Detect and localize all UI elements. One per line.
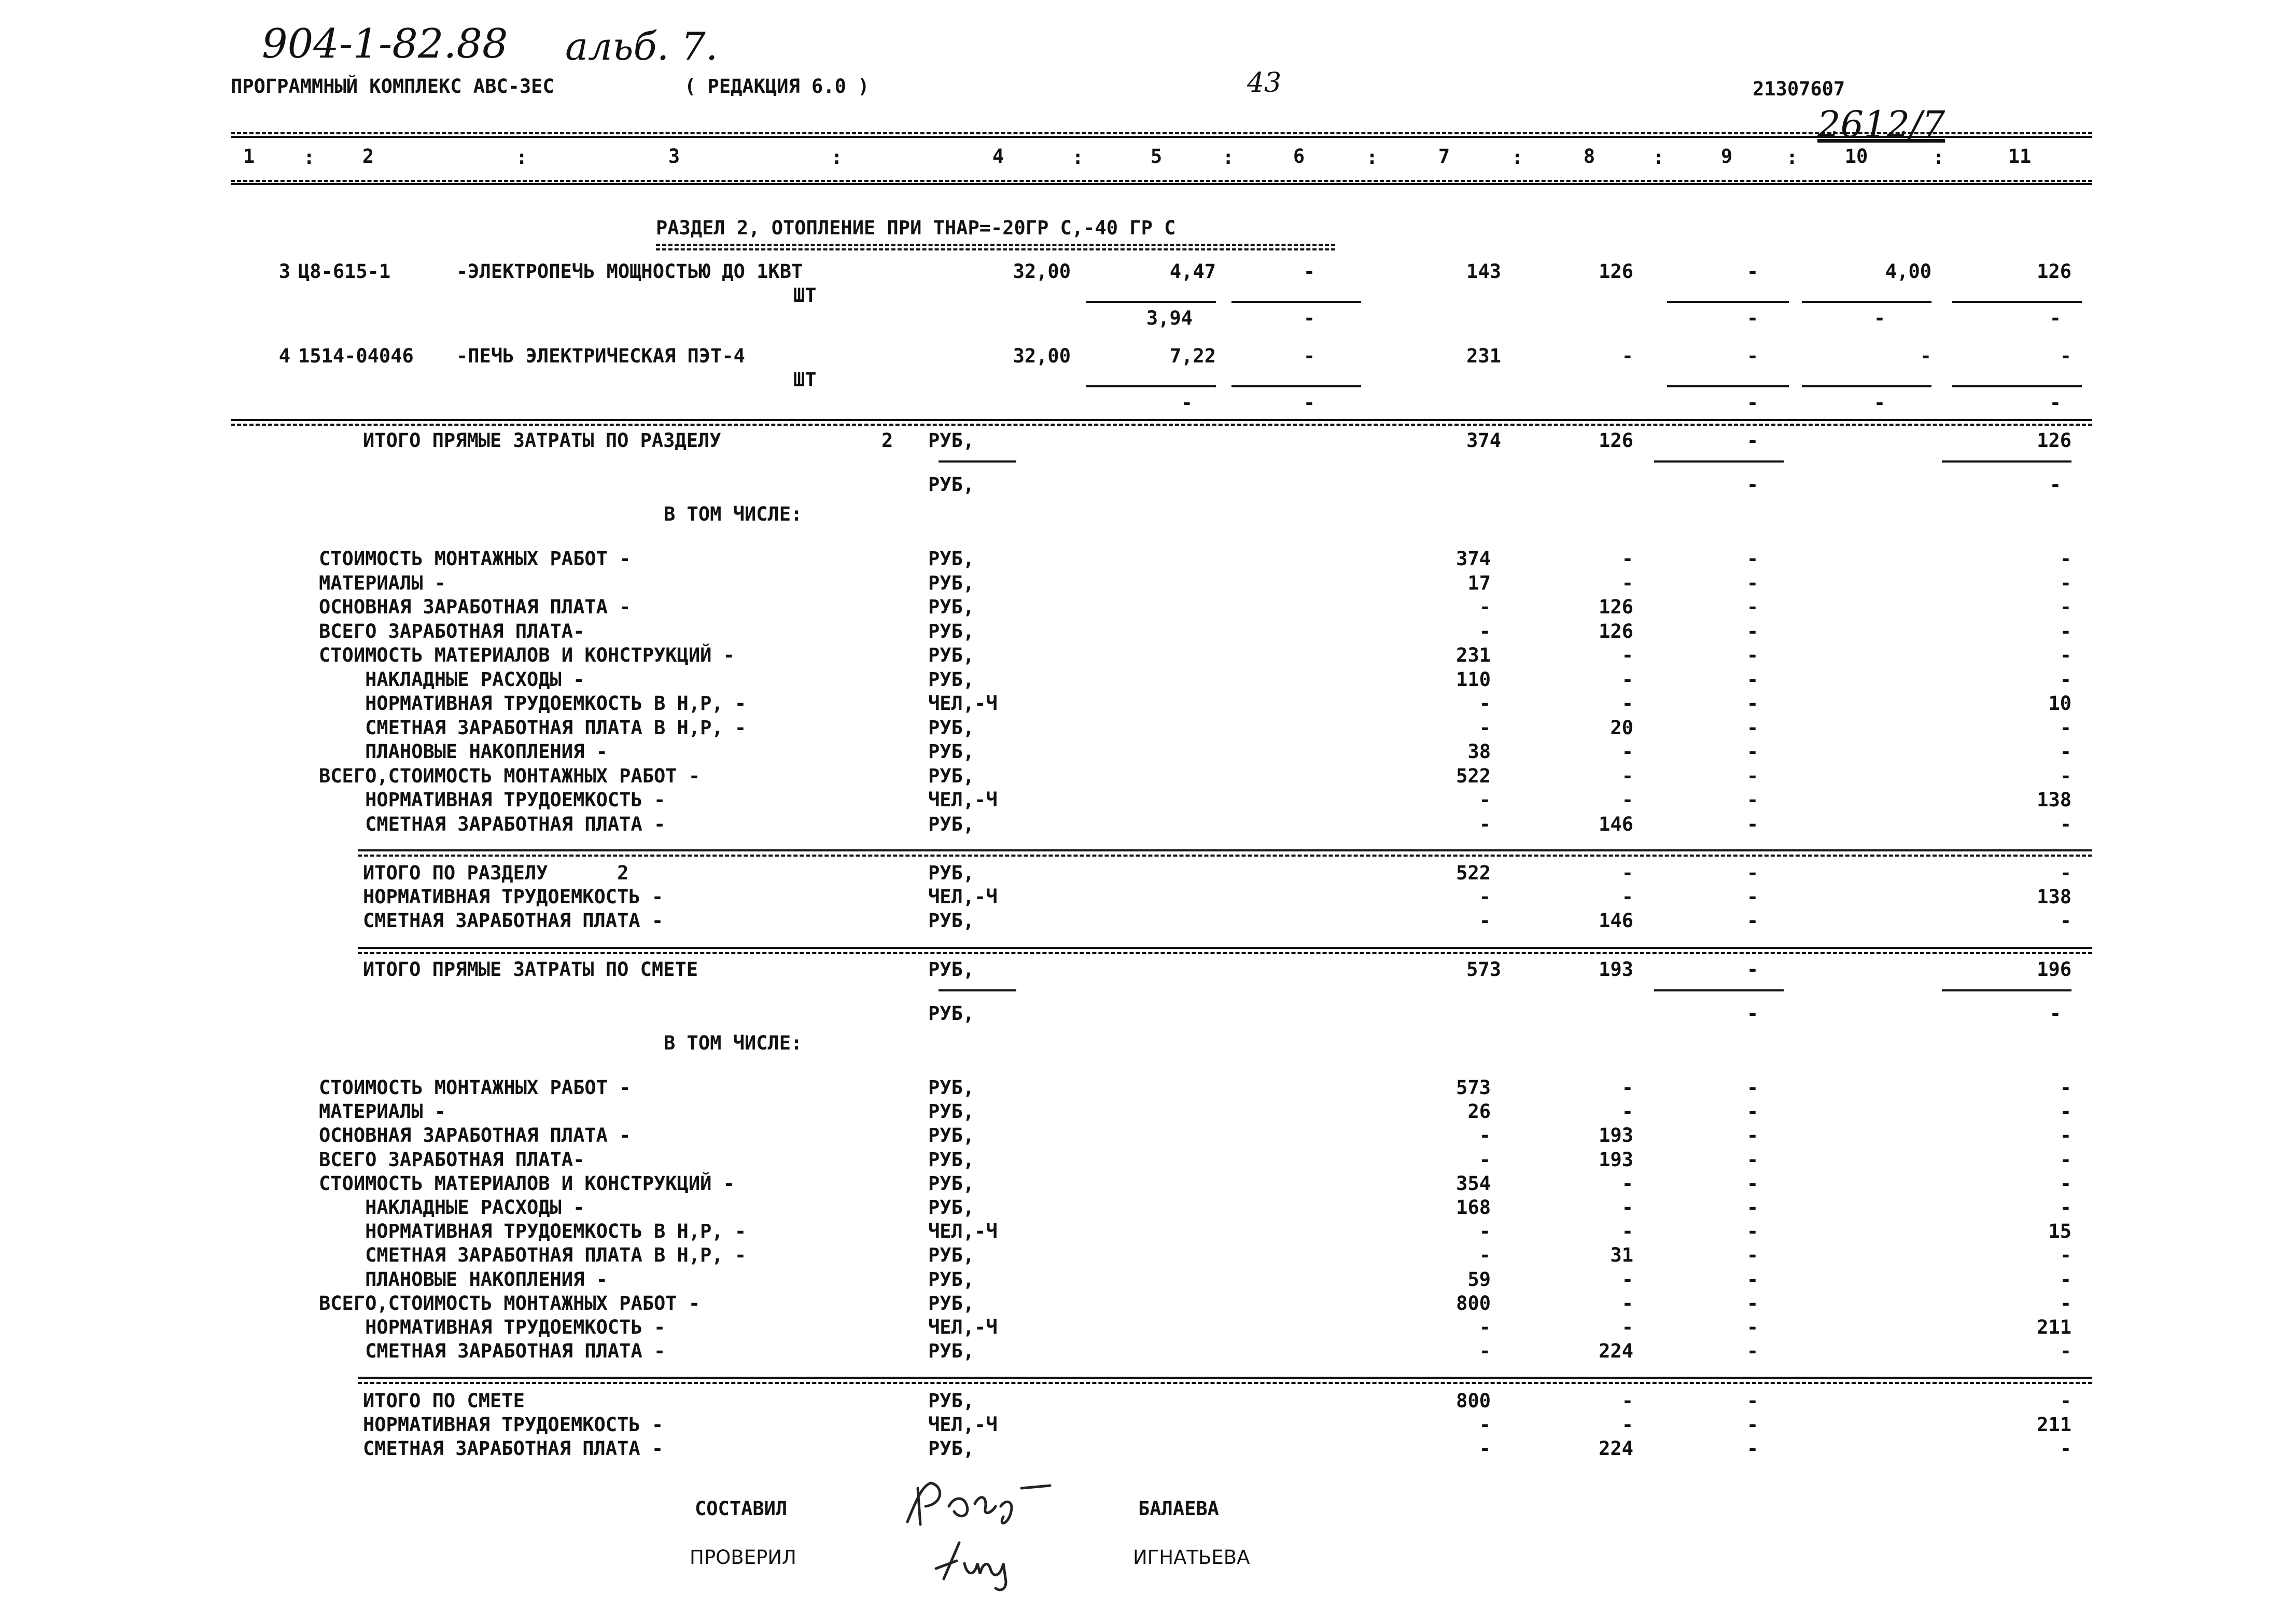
breakdown-c9: - — [1746, 1340, 1759, 1363]
breakdown-c7: - — [1479, 1316, 1491, 1338]
breakdown-c11: - — [2060, 1076, 2071, 1099]
breakdown-label: НОРМАТИВНАЯ ТРУДОЕМКОСТЬ В Н,Р, - — [319, 1220, 747, 1243]
breakdown-c7: - — [1479, 789, 1491, 811]
breakdown-c9: - — [1746, 1414, 1759, 1436]
item-c5b: - — [1181, 391, 1193, 414]
breakdown-c9: - — [1746, 596, 1759, 618]
breakdown-c8: - — [1621, 1076, 1633, 1099]
breakdown-c7: - — [1479, 813, 1491, 835]
section-title: РАЗДЕЛ 2, ОТОПЛЕНИЕ ПРИ ТНАР=-20ГР С,-40 ГР С — [656, 217, 1176, 239]
column-number: 10 — [1844, 145, 1868, 167]
breakdown-unit: РУБ, — [928, 668, 975, 691]
breakdown-c7: 26 — [1467, 1100, 1491, 1123]
breakdown-c11: 138 — [2037, 789, 2071, 811]
column-number: 3 — [668, 145, 680, 167]
breakdown-c9: - — [1746, 1220, 1759, 1243]
breakdown-c11: - — [2060, 910, 2071, 932]
total-rule — [1654, 989, 1784, 991]
total-c8: 126 — [1599, 429, 1633, 452]
breakdown-label: НОРМАТИВНАЯ ТРУДОЕМКОСТЬ - — [363, 1414, 664, 1436]
breakdown-unit: РУБ, — [928, 813, 975, 835]
column-separator: : — [303, 146, 315, 169]
column-number: 8 — [1583, 145, 1595, 167]
breakdown-c9: - — [1746, 862, 1759, 884]
breakdown-label: ВСЕГО ЗАРАБОТНАЯ ПЛАТА- — [319, 620, 585, 642]
total-c11: 126 — [2037, 429, 2071, 452]
breakdown-c7: - — [1479, 1414, 1491, 1436]
total-unit: РУБ, — [928, 429, 975, 452]
breakdown-c11: - — [2060, 596, 2071, 618]
breakdown-c7: - — [1479, 1148, 1491, 1171]
item-c10: 4,00 — [1885, 260, 1931, 283]
item-rule — [1086, 301, 1216, 303]
breakdown-unit: ЧЕЛ,-Ч — [928, 1220, 998, 1243]
breakdown-label: СМЕТНАЯ ЗАРАБОТНАЯ ПЛАТА - — [319, 813, 666, 835]
breakdown-label: СТОИМОСТЬ МАТЕРИАЛОВ И КОНСТРУКЦИЙ - — [319, 644, 735, 666]
breakdown-c8: - — [1621, 644, 1633, 666]
item-c11: - — [2060, 345, 2071, 367]
breakdown-1-rule — [358, 849, 2092, 851]
item-c6: - — [1303, 345, 1315, 367]
summary-1-rule-dash — [358, 952, 2092, 954]
breakdown-label: СМЕТНАЯ ЗАРАБОТНАЯ ПЛАТА В Н,Р, - — [319, 716, 747, 739]
breakdown-c9: - — [1746, 886, 1759, 908]
breakdown-c11: - — [2060, 1124, 2071, 1147]
item-c10b: - — [1873, 391, 1886, 414]
breakdown-c7: - — [1479, 692, 1491, 715]
breakdown-c7: 231 — [1456, 644, 1491, 666]
breakdown-unit: РУБ, — [928, 1292, 975, 1314]
column-separator: : — [1933, 146, 1944, 169]
header-rule-top — [231, 132, 2092, 134]
item-rule — [1802, 385, 1931, 387]
breakdown-c8: 224 — [1599, 1437, 1633, 1460]
breakdown-c7: 800 — [1456, 1292, 1491, 1314]
breakdown-label: НОРМАТИВНАЯ ТРУДОЕМКОСТЬ - — [363, 886, 664, 908]
item-c11b: - — [2049, 391, 2061, 414]
breakdown-c11: - — [2060, 1340, 2071, 1363]
breakdown-unit: ЧЕЛ,-Ч — [928, 1414, 998, 1436]
breakdown-c11: - — [2060, 571, 2071, 594]
breakdown-c7: 522 — [1456, 862, 1491, 884]
column-separator: : — [1366, 146, 1378, 169]
breakdown-unit: ЧЕЛ,-Ч — [928, 1316, 998, 1338]
breakdown-c7: 800 — [1456, 1390, 1491, 1412]
column-number: 2 — [362, 145, 374, 167]
breakdown-label: СМЕТНАЯ ЗАРАБОТНАЯ ПЛАТА - — [319, 1340, 666, 1363]
breakdown-c8: 20 — [1610, 716, 1633, 739]
breakdown-c11: - — [2060, 1100, 2071, 1123]
column-number: 1 — [243, 145, 255, 167]
item-name: -ПЕЧЬ ЭЛЕКТРИЧЕСКАЯ ПЭТ-4 — [456, 345, 745, 367]
breakdown-c9: - — [1746, 716, 1759, 739]
breakdown-c11: - — [2060, 716, 2071, 739]
breakdown-label: СТОИМОСТЬ МАТЕРИАЛОВ И КОНСТРУКЦИЙ - — [319, 1172, 735, 1195]
breakdown-c8: - — [1621, 1100, 1633, 1123]
breakdown-unit: ЧЕЛ,-Ч — [928, 886, 998, 908]
breakdown-2-rule — [358, 1377, 2092, 1379]
breakdown-unit: РУБ, — [928, 620, 975, 642]
breakdown-c8: - — [1621, 1172, 1633, 1195]
item-c9b: - — [1746, 307, 1759, 329]
breakdown-unit: РУБ, — [928, 764, 975, 787]
breakdown-label: НАКЛАДНЫЕ РАСХОДЫ - — [319, 668, 585, 691]
section-title-underline — [656, 244, 1335, 250]
breakdown-c8: 193 — [1599, 1124, 1633, 1147]
handwritten-code: 904-1-82.88 — [262, 21, 508, 67]
breakdown-label: СМЕТНАЯ ЗАРАБОТНАЯ ПЛАТА - — [363, 910, 664, 932]
breakdown-unit: РУБ, — [928, 571, 975, 594]
breakdown-c11: - — [2060, 1390, 2071, 1412]
breakdown-c7: 110 — [1456, 668, 1491, 691]
total-label: ИТОГО ПРЯМЫЕ ЗАТРАТЫ ПО РАЗДЕЛУ — [363, 429, 721, 452]
breakdown-c11: - — [2060, 1292, 2071, 1314]
breakdown-c11: - — [2060, 620, 2071, 642]
breakdown-c7: 17 — [1467, 571, 1491, 594]
breakdown-c11: - — [2060, 862, 2071, 884]
breakdown-c9: - — [1746, 668, 1759, 691]
breakdown-c7: 354 — [1456, 1172, 1491, 1195]
breakdown-c9: - — [1746, 764, 1759, 787]
breakdown-c8: - — [1621, 1390, 1633, 1412]
column-separator: : — [1786, 146, 1798, 169]
item-c6b: - — [1303, 391, 1315, 414]
total-c9b: - — [1746, 1002, 1759, 1025]
breakdown-c8: - — [1621, 668, 1633, 691]
total-c9: - — [1746, 958, 1759, 981]
breakdown-label: ОСНОВНАЯ ЗАРАБОТНАЯ ПЛАТА - — [319, 596, 631, 618]
total-c11b: - — [2049, 473, 2061, 496]
breakdown-c9: - — [1746, 1076, 1759, 1099]
breakdown-unit: РУБ, — [928, 1437, 975, 1460]
breakdown-c9: - — [1746, 571, 1759, 594]
total-c11b: - — [2049, 1002, 2061, 1025]
breakdown-label: МАТЕРИАЛЫ - — [319, 571, 446, 594]
breakdown-c8: - — [1621, 1414, 1633, 1436]
breakdown-unit: РУБ, — [928, 716, 975, 739]
breakdown-c7: 573 — [1456, 1076, 1491, 1099]
breakdown-label: СТОИМОСТЬ МОНТАЖНЫХ РАБОТ - — [319, 548, 631, 570]
item-rule — [1802, 301, 1931, 303]
breakdown-label: НОРМАТИВНАЯ ТРУДОЕМКОСТЬ В Н,Р, - — [319, 692, 747, 715]
item-c10: - — [1920, 345, 1931, 367]
item-c6: - — [1303, 260, 1315, 283]
breakdown-c8: - — [1621, 789, 1633, 811]
breakdown-c7: 374 — [1456, 548, 1491, 570]
total-c9: - — [1746, 429, 1759, 452]
breakdown-c11: - — [2060, 1268, 2071, 1291]
item-c7: 143 — [1466, 260, 1501, 283]
breakdown-c11: - — [2060, 644, 2071, 666]
breakdown-c11: - — [2060, 1196, 2071, 1219]
column-number: 11 — [2008, 145, 2032, 167]
breakdown-c9: - — [1746, 1390, 1759, 1412]
breakdown-c8: 31 — [1610, 1244, 1633, 1267]
checked-signature — [928, 1532, 1073, 1594]
header-rule-bottom-solid — [231, 183, 2092, 185]
breakdown-c7: 522 — [1456, 764, 1491, 787]
compiled-label: СОСТАВИЛ — [695, 1498, 788, 1520]
program-line: ПРОГРАММНЫЙ КОМПЛЕКС АВС-3ЕС — [231, 75, 554, 97]
total-unit-2: РУБ, — [928, 1002, 975, 1025]
breakdown-c8: - — [1621, 571, 1633, 594]
section-rule — [231, 419, 2092, 421]
breakdown-unit: РУБ, — [928, 1196, 975, 1219]
breakdown-c9: - — [1746, 789, 1759, 811]
breakdown-c9: - — [1746, 1268, 1759, 1291]
breakdown-c7: - — [1479, 596, 1491, 618]
breakdown-label: ВСЕГО ЗАРАБОТНАЯ ПЛАТА- — [319, 1148, 585, 1171]
item-code: Ц8-615-1 — [298, 260, 391, 283]
breakdown-label: ИТОГО ПО РАЗДЕЛУ 2 — [363, 862, 629, 884]
breakdown-c9: - — [1746, 692, 1759, 715]
item-rule — [1952, 301, 2082, 303]
item-c9: - — [1746, 345, 1759, 367]
breakdown-c7: 168 — [1456, 1196, 1491, 1219]
total-c7: 374 — [1466, 429, 1501, 452]
page-number: 43 — [1247, 67, 1282, 99]
breakdown-c11: 10 — [2048, 692, 2071, 715]
compiled-signature — [902, 1475, 1089, 1537]
breakdown-c7: 59 — [1467, 1268, 1491, 1291]
doc-number: 21307607 — [1753, 78, 1845, 100]
item-qty: 32,00 — [1013, 260, 1071, 283]
breakdown-c9: - — [1746, 1244, 1759, 1267]
breakdown-unit: РУБ, — [928, 596, 975, 618]
breakdown-unit: РУБ, — [928, 740, 975, 763]
breakdown-c8: - — [1621, 764, 1633, 787]
breakdown-c9: - — [1746, 1196, 1759, 1219]
breakdown-c9: - — [1746, 620, 1759, 642]
breakdown-c9: - — [1746, 1292, 1759, 1314]
checked-name: ИГНАТЬЕВА — [1133, 1546, 1250, 1569]
breakdown-label: НОРМАТИВНАЯ ТРУДОЕМКОСТЬ - — [319, 1316, 666, 1338]
breakdown-c11: 138 — [2037, 886, 2071, 908]
handwritten-album: альб. 7. — [565, 24, 718, 69]
item-c11b: - — [2049, 307, 2061, 329]
item-rule — [1952, 385, 2082, 387]
breakdown-unit: РУБ, — [928, 1390, 975, 1412]
item-unit: ШТ — [793, 369, 817, 391]
breakdown-label: СМЕТНАЯ ЗАРАБОТНАЯ ПЛАТА В Н,Р, - — [319, 1244, 747, 1267]
header-rule-top-solid — [231, 136, 2092, 138]
breakdown-c7: - — [1479, 1220, 1491, 1243]
item-c5b: 3,94 — [1146, 307, 1193, 329]
breakdown-c8: 126 — [1599, 620, 1633, 642]
header-rule-bottom — [231, 180, 2092, 182]
breakdown-unit: РУБ, — [928, 1076, 975, 1099]
breakdown-unit: РУБ, — [928, 1172, 975, 1195]
breakdown-c8: - — [1621, 1316, 1633, 1338]
breakdown-c8: 126 — [1599, 596, 1633, 618]
breakdown-c7: - — [1479, 1340, 1491, 1363]
breakdown-c8: 146 — [1599, 910, 1633, 932]
breakdown-label: ВСЕГО,СТОИМОСТЬ МОНТАЖНЫХ РАБОТ - — [319, 764, 701, 787]
edition-label: ( РЕДАКЦИЯ 6.0 ) — [684, 75, 870, 97]
breakdown-c7: - — [1479, 1244, 1491, 1267]
breakdown-c11: - — [2060, 668, 2071, 691]
breakdown-unit: РУБ, — [928, 910, 975, 932]
breakdown-label: СМЕТНАЯ ЗАРАБОТНАЯ ПЛАТА - — [363, 1437, 664, 1460]
column-separator: : — [516, 146, 528, 169]
breakdown-c7: - — [1479, 1124, 1491, 1147]
column-number: 9 — [1720, 145, 1733, 167]
breakdown-c11: - — [2060, 548, 2071, 570]
item-rule — [1667, 385, 1789, 387]
breakdown-c7: - — [1479, 620, 1491, 642]
total-rule — [1942, 989, 2071, 991]
breakdown-c8: 146 — [1599, 813, 1633, 835]
breakdown-c11: 211 — [2037, 1316, 2071, 1338]
item-name: -ЭЛЕКТРОПЕЧЬ МОЩНОСТЬЮ ДО 1КВТ — [456, 260, 803, 283]
breakdown-c9: - — [1746, 644, 1759, 666]
item-c8: - — [1621, 345, 1633, 367]
breakdown-c9: - — [1746, 1124, 1759, 1147]
breakdown-c11: 211 — [2037, 1414, 2071, 1436]
breakdown-c7: 38 — [1467, 740, 1491, 763]
breakdown-unit: РУБ, — [928, 862, 975, 884]
item-unit: ШТ — [793, 284, 817, 306]
breakdown-label: ВСЕГО,СТОИМОСТЬ МОНТАЖНЫХ РАБОТ - — [319, 1292, 701, 1314]
breakdown-label: ИТОГО ПО СМЕТЕ — [363, 1390, 525, 1412]
breakdown-c7: - — [1479, 716, 1491, 739]
column-separator: : — [1222, 146, 1234, 169]
total-rule — [939, 460, 1016, 463]
breakdown-c11: - — [2060, 740, 2071, 763]
item-c6b: - — [1303, 307, 1315, 329]
breakdown-c9: - — [1746, 1148, 1759, 1171]
column-separator: : — [831, 146, 843, 169]
in-that-label-1: В ТОМ ЧИСЛЕ: — [664, 503, 803, 525]
in-that-label-2: В ТОМ ЧИСЛЕ: — [664, 1032, 803, 1054]
breakdown-c8: - — [1621, 692, 1633, 715]
breakdown-unit: РУБ, — [928, 1340, 975, 1363]
breakdown-c8: 224 — [1599, 1340, 1633, 1363]
checked-label: ПРОВЕРИЛ — [690, 1546, 796, 1569]
breakdown-c9: - — [1746, 548, 1759, 570]
total-unit: РУБ, — [928, 958, 975, 981]
item-c9b: - — [1746, 391, 1759, 414]
breakdown-c9: - — [1746, 1316, 1759, 1338]
breakdown-c9: - — [1746, 1172, 1759, 1195]
column-separator: : — [1653, 146, 1664, 169]
summary-1-rule — [358, 947, 2092, 949]
handwritten-ref: 2612/7 — [1817, 103, 1945, 146]
breakdown-c7: - — [1479, 910, 1491, 932]
breakdown-c8: - — [1621, 1196, 1633, 1219]
total-section-num: 2 — [881, 429, 893, 452]
breakdown-unit: ЧЕЛ,-Ч — [928, 789, 998, 811]
breakdown-c11: - — [2060, 1172, 2071, 1195]
column-number: 4 — [992, 145, 1004, 167]
breakdown-c8: - — [1621, 1268, 1633, 1291]
item-rule — [1231, 301, 1361, 303]
item-rule — [1667, 301, 1789, 303]
item-c5: 4,47 — [1169, 260, 1216, 283]
breakdown-unit: РУБ, — [928, 1244, 975, 1267]
breakdown-unit: РУБ, — [928, 1124, 975, 1147]
breakdown-c7: - — [1479, 1437, 1491, 1460]
breakdown-label: СТОИМОСТЬ МОНТАЖНЫХ РАБОТ - — [319, 1076, 631, 1099]
item-c11: 126 — [2037, 260, 2071, 283]
column-number: 5 — [1150, 145, 1163, 167]
breakdown-unit: РУБ, — [928, 1100, 975, 1123]
breakdown-label: НАКЛАДНЫЕ РАСХОДЫ - — [319, 1196, 585, 1219]
item-code: 1514-04046 — [298, 345, 414, 367]
breakdown-unit: РУБ, — [928, 548, 975, 570]
breakdown-1-rule-dash — [358, 855, 2092, 857]
breakdown-c9: - — [1746, 910, 1759, 932]
breakdown-c11: - — [2060, 1244, 2071, 1267]
breakdown-c8: - — [1621, 1292, 1633, 1314]
column-number: 7 — [1438, 145, 1450, 167]
breakdown-c11: - — [2060, 813, 2071, 835]
breakdown-c8: 193 — [1599, 1148, 1633, 1171]
breakdown-label: ПЛАНОВЫЕ НАКОПЛЕНИЯ - — [319, 740, 608, 763]
total-c7: 573 — [1466, 958, 1501, 981]
item-c9: - — [1746, 260, 1759, 283]
item-c8: 126 — [1599, 260, 1633, 283]
column-separator: : — [1072, 146, 1084, 169]
column-separator: : — [1511, 146, 1523, 169]
breakdown-label: ПЛАНОВЫЕ НАКОПЛЕНИЯ - — [319, 1268, 608, 1291]
breakdown-c11: - — [2060, 1437, 2071, 1460]
total-rule — [939, 989, 1016, 991]
item-rule — [1086, 385, 1216, 387]
total-c11: 196 — [2037, 958, 2071, 981]
breakdown-unit: РУБ, — [928, 644, 975, 666]
breakdown-c8: - — [1621, 862, 1633, 884]
total-rule — [1654, 460, 1784, 463]
breakdown-c11: - — [2060, 1148, 2071, 1171]
total-c9b: - — [1746, 473, 1759, 496]
total-label: ИТОГО ПРЯМЫЕ ЗАТРАТЫ ПО СМЕТЕ — [363, 958, 698, 981]
item-c7: 231 — [1466, 345, 1501, 367]
total-c8: 193 — [1599, 958, 1633, 981]
total-rule — [1942, 460, 2071, 463]
section-rule-dash — [231, 424, 2092, 426]
breakdown-unit: РУБ, — [928, 1148, 975, 1171]
breakdown-2-rule-dash — [358, 1382, 2092, 1384]
breakdown-c8: - — [1621, 886, 1633, 908]
breakdown-unit: ЧЕЛ,-Ч — [928, 692, 998, 715]
breakdown-c9: - — [1746, 740, 1759, 763]
item-c10b: - — [1873, 307, 1886, 329]
item-qty: 32,00 — [1013, 345, 1071, 367]
breakdown-c8: - — [1621, 548, 1633, 570]
breakdown-unit: РУБ, — [928, 1268, 975, 1291]
total-unit-2: РУБ, — [928, 473, 975, 496]
item-number: 3 — [278, 260, 290, 283]
breakdown-label: НОРМАТИВНАЯ ТРУДОЕМКОСТЬ - — [319, 789, 666, 811]
breakdown-label: МАТЕРИАЛЫ - — [319, 1100, 446, 1123]
breakdown-c11: - — [2060, 764, 2071, 787]
breakdown-c8: - — [1621, 1220, 1633, 1243]
breakdown-c9: - — [1746, 1100, 1759, 1123]
item-number: 4 — [278, 345, 290, 367]
column-number: 6 — [1293, 145, 1305, 167]
breakdown-c9: - — [1746, 813, 1759, 835]
breakdown-c11: 15 — [2048, 1220, 2071, 1243]
breakdown-c8: - — [1621, 740, 1633, 763]
compiled-name: БАЛАЕВА — [1138, 1498, 1219, 1520]
breakdown-label: ОСНОВНАЯ ЗАРАБОТНАЯ ПЛАТА - — [319, 1124, 631, 1147]
breakdown-c7: - — [1479, 886, 1491, 908]
item-c5: 7,22 — [1169, 345, 1216, 367]
item-rule — [1231, 385, 1361, 387]
breakdown-c9: - — [1746, 1437, 1759, 1460]
